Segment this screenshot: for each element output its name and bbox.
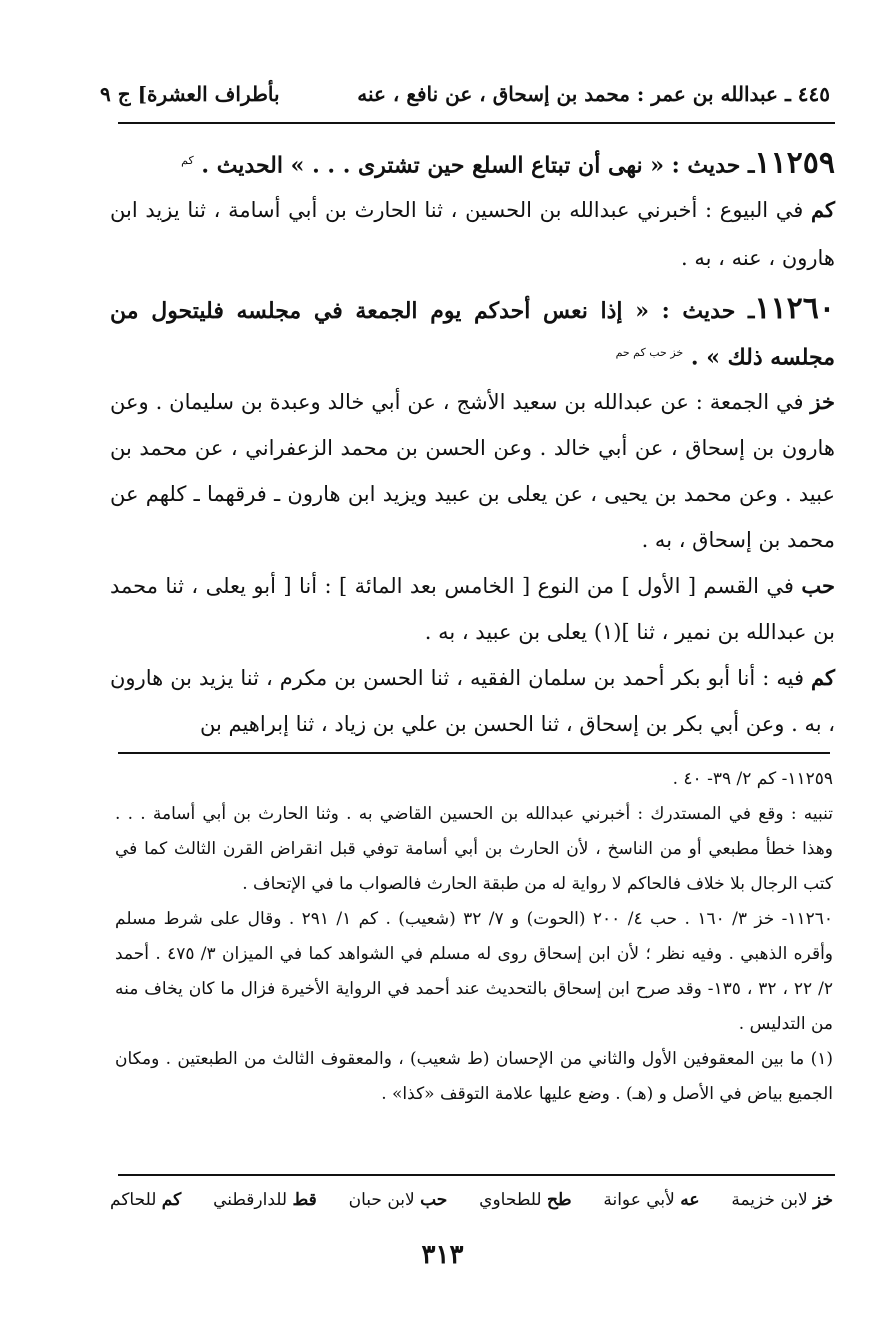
footnote: (١) ما بين المعقوفين الأول والثاني من الإحسان (ط شعيب) ، والمعقوف الثالث من الطبعتين . ومكان الجميع بياض في الأصل و (هـ) . وضع عليها علامة التوقف «كذا» .: [115, 1049, 833, 1104]
legend-label: للدارقطني: [213, 1190, 293, 1210]
source-paragraph: [110, 379, 835, 563]
hadith-entry-11259: [110, 140, 835, 282]
legend-item: [110, 1190, 181, 1210]
footnote: تنبيه : وقع في المستدرك : أخبرني عبدالله بن الحسين القاضي به . وثنا الحارث بن أبي أسامة . . . وهذا خطأ مطبعي أو من الناسخ ، لأن الحارث بن أبي أسامة توفي قبل انقراض القرن الثالث كما في كتب الرجال بلا خلاف فالحاكم لا رواية له من طبقة الحارث فالصواب ما في الإتحاف .: [115, 804, 833, 894]
source-paragraph: [110, 655, 835, 747]
running-header: [100, 82, 830, 106]
source-text: في البيوع : أخبرني عبدالله بن الحسين ، ثنا الحارث بن أبي أسامة ، ثنا يزيد ابن هارون ، عنه ، به .: [110, 198, 835, 271]
hadith-heading: [110, 140, 835, 186]
main-text: [110, 140, 835, 753]
legend-rule: [118, 1174, 835, 1176]
header-volume: بأطراف العشرة] ج ٩: [100, 82, 280, 106]
source-code: كم: [811, 197, 835, 223]
hadith-source-codes: خز حب كم حم: [615, 346, 684, 360]
legend-item: [731, 1190, 833, 1210]
legend-item: [349, 1190, 448, 1210]
source-code: خز: [810, 388, 835, 414]
header-rule: [118, 122, 835, 124]
hadith-text: ـ حديث : « نهى أن تبتاع السلع حين تشترى . . . » الحديث .: [201, 152, 755, 179]
source-text: في الجمعة : عن عبدالله بن سعيد الأشج ، عن أبي خالد وعبدة بن سليمان . وعن هارون بن إسحاق ، عن أبي خالد . وعن الحسن بن محمد الزعفراني ، عن محمد بن عبيد . وعن محمد بن يحيى ، عن يعلى بن عبيد ويزيد ابن هارون ـ فرقهما ـ كلهم عن محمد بن إسحاق ، به .: [110, 389, 835, 552]
legend-item: [479, 1190, 571, 1210]
legend-code: عه: [680, 1190, 700, 1210]
legend-label: لابن خزيمة: [731, 1190, 814, 1210]
hadith-entry-11260: [110, 288, 835, 746]
footnote: ١١٢٥٩- كم ٢/ ٣٩- ٤٠ .: [672, 769, 833, 789]
header-section: ٤٤٥ ـ عبدالله بن عمر : محمد بن إسحاق ، عن نافع ، عنه: [357, 82, 830, 106]
source-code: حب: [801, 572, 835, 598]
source-text: في القسم [ الأول ] من النوع [ الخامس بعد المائة ] : أنا [ أبو يعلى ، ثنا محمد بن عبدالله بن نمير ، ثنا ](١) يعلى بن عبيد ، به .: [110, 573, 835, 644]
footnote-rule: [118, 752, 830, 754]
legend-label: لابن حبان: [348, 1190, 421, 1210]
legend-code: طح: [546, 1190, 572, 1210]
source-paragraph: [110, 563, 835, 655]
legend-label: للحاكم: [110, 1190, 162, 1210]
legend-label: للطحاوي: [479, 1190, 547, 1210]
source-code: كم: [811, 664, 835, 690]
legend-code: كم: [161, 1190, 182, 1210]
hadith-number: ١١٢٥٩: [754, 145, 835, 181]
legend-code: قط: [292, 1190, 317, 1210]
hadith-text: ـ حديث : « إذا نعس أحدكم يوم الجمعة في مجلسه فليتحول من مجلسه ذلك » .: [110, 298, 835, 371]
legend-code: حب: [420, 1190, 448, 1210]
legend-code: خز: [813, 1190, 833, 1210]
hadith-source-codes: كم: [181, 154, 194, 167]
footnote: ١١٢٦٠- خز ٣/ ١٦٠ . حب ٤/ ٢٠٠ (الحوت) و ٧/ ٣٢ (شعيب) . كم ١/ ٢٩١ . وقال على شرط مسلم وأقره الذهبي . وفيه نظر ؛ لأن ابن إسحاق روى له مسلم في الشواهد كما في الميزان ٣/ ٤٧٥ . أحمد ٢/ ٢٢ ، ٣٢ ، ١٣٥- وقد صرح ابن إسحاق بالتحديث عند أحمد في الرواية الأخيرة فزال ما كان يخاف منه من التدليس .: [115, 909, 834, 1034]
page-number: ٣١٣: [421, 1240, 464, 1270]
hadith-heading: [110, 288, 835, 378]
legend-item: [213, 1190, 317, 1210]
footnotes: [115, 762, 833, 1112]
legend-label: لأبي عوانة: [603, 1190, 681, 1210]
legend-item: [603, 1190, 699, 1210]
abbreviation-legend: [110, 1190, 833, 1210]
source-paragraph: [110, 186, 835, 282]
source-text: فيه : أنا أبو بكر أحمد بن سلمان الفقيه ، ثنا الحسن بن مكرم ، ثنا يزيد بن هارون ، به . وعن أبي بكر بن إسحاق ، ثنا الحسن بن علي بن زياد ، ثنا إبراهيم بن: [110, 665, 835, 736]
hadith-number: ١١٢٦٠: [754, 291, 835, 327]
